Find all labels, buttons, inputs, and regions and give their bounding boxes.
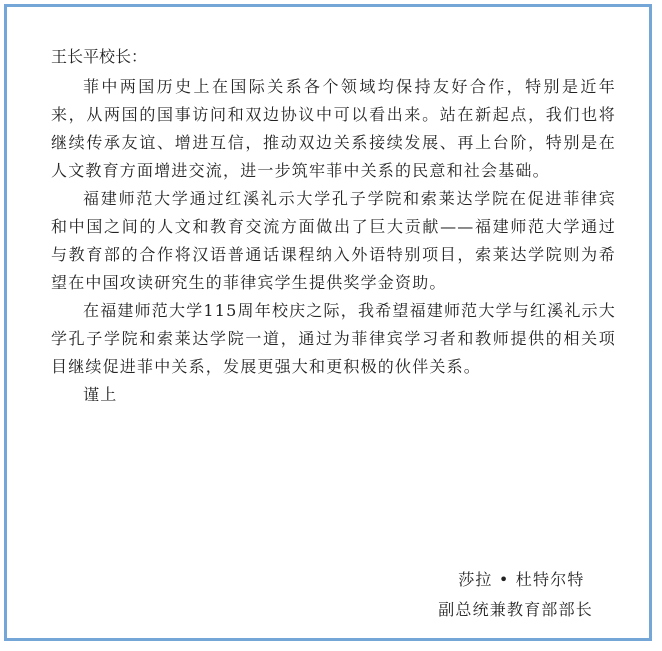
paragraph-1: 菲中两国历史上在国际关系各个领域均保持友好合作，特别是近年来，从两国的国事访问和双边协议中可以看出来。站在新起点，我们也将继续传承友谊、增进互信，推动双边关系接续发展、再上台阶，特别是在人文教育方面增进交流，进一步筑牢菲中关系的民意和社会基础。 xyxy=(51,77,616,180)
closing: 谨上 xyxy=(83,385,118,404)
letter-frame xyxy=(4,4,652,641)
signature-title: 副总统兼教育部部长 xyxy=(438,600,593,619)
signature-name: 莎拉 • 杜特尔特 xyxy=(458,570,585,589)
salutation: 王长平校长： xyxy=(51,47,148,66)
signature-block xyxy=(438,565,593,625)
letter-body xyxy=(51,43,616,409)
paragraph-3: 在福建师范大学115周年校庆之际，我希望福建师范大学与红溪礼示大学孔子学院和索莱达学院一道，通过为菲律宾学习者和教师提供的相关项目继续促进菲中关系，发展更强大和更积极的伙伴关系。 xyxy=(51,301,616,376)
paragraph-2: 福建师范大学通过红溪礼示大学孔子学院和索莱达学院在促进菲律宾和中国之间的人文和教育交流方面做出了巨大贡献——福建师范大学通过与教育部的合作将汉语普通话课程纳入外语特别项目，索莱达学院则为希望在中国攻读研究生的菲律宾学生提供奖学金资助。 xyxy=(51,189,616,292)
